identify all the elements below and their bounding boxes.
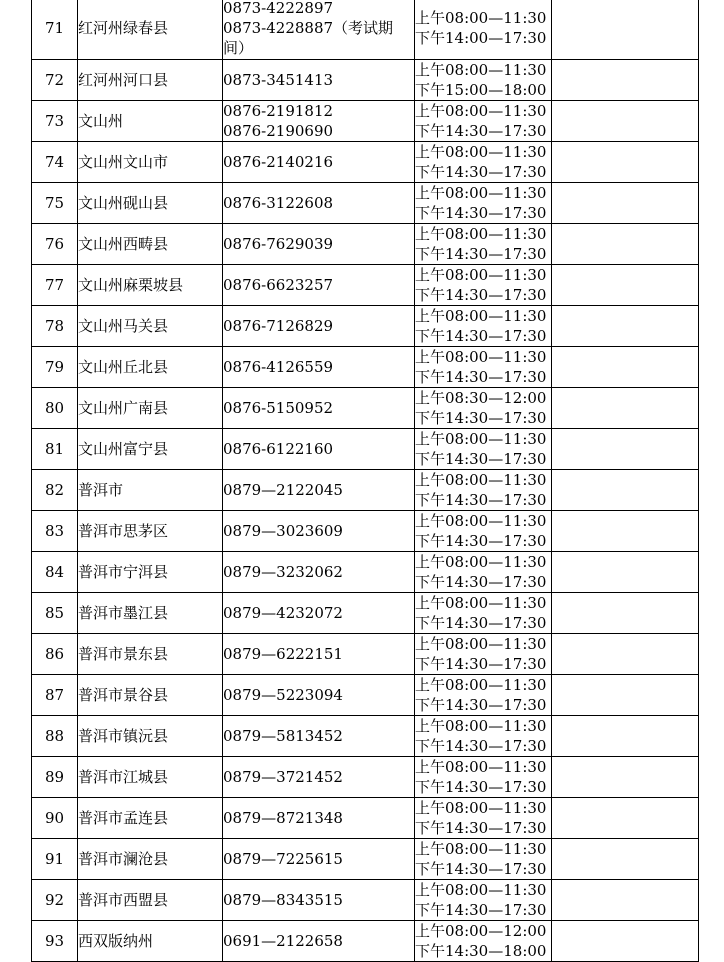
phone-cell (223, 798, 415, 839)
afternoon-hours: 下午14:30—17:30 (415, 737, 547, 755)
note-cell (552, 716, 699, 757)
morning-hours: 上午08:00—11:30 (415, 840, 547, 858)
table-row (32, 552, 699, 593)
contact-table-body (32, 0, 699, 962)
morning-hours: 上午08:30—12:00 (415, 389, 547, 407)
note-cell (552, 60, 699, 101)
hours-cell (415, 306, 552, 347)
phone-number: 0879—3232062 (223, 563, 343, 581)
note-cell (552, 306, 699, 347)
note-cell (552, 0, 699, 60)
phone-number: 0873-3451413 (223, 71, 334, 89)
phone-number: 0873-4222897 (223, 0, 334, 17)
row-number: 82 (32, 470, 78, 511)
hours-cell (415, 921, 552, 962)
table-row (32, 757, 699, 798)
morning-hours: 上午08:00—11:30 (415, 61, 547, 79)
phone-number: 0691—2122658 (223, 932, 343, 950)
morning-hours: 上午08:00—11:30 (415, 225, 547, 243)
afternoon-hours: 下午14:30—17:30 (415, 122, 547, 140)
note-cell (552, 142, 699, 183)
region-name: 文山州砚山县 (78, 183, 223, 224)
table-row (32, 60, 699, 101)
region-name: 普洱市景东县 (78, 634, 223, 675)
note-cell (552, 921, 699, 962)
phone-number: 0879—4232072 (223, 604, 343, 622)
phone-number: 0876-3122608 (223, 194, 334, 212)
afternoon-hours: 下午14:30—17:30 (415, 327, 547, 345)
afternoon-hours: 下午14:30—17:30 (415, 204, 547, 222)
region-name: 普洱市宁洱县 (78, 552, 223, 593)
morning-hours: 上午08:00—11:30 (415, 635, 547, 653)
region-name: 普洱市景谷县 (78, 675, 223, 716)
hours-cell (415, 552, 552, 593)
row-number: 71 (32, 0, 78, 60)
morning-hours: 上午08:00—11:30 (415, 348, 547, 366)
region-name: 西双版纳州 (78, 921, 223, 962)
phone-number: 0879—7225615 (223, 850, 343, 868)
phone-number: 0879—8343515 (223, 891, 343, 909)
phone-number: 0879—5813452 (223, 727, 343, 745)
row-number: 77 (32, 265, 78, 306)
morning-hours: 上午08:00—11:30 (415, 266, 547, 284)
hours-cell (415, 757, 552, 798)
hours-cell (415, 0, 552, 60)
phone-cell (223, 880, 415, 921)
table-row (32, 634, 699, 675)
afternoon-hours: 下午14:30—17:30 (415, 245, 547, 263)
phone-number: 0876-5150952 (223, 399, 334, 417)
phone-cell (223, 593, 415, 634)
row-number: 83 (32, 511, 78, 552)
note-cell (552, 347, 699, 388)
row-number: 81 (32, 429, 78, 470)
afternoon-hours: 下午14:30—17:30 (415, 655, 547, 673)
note-cell (552, 429, 699, 470)
phone-number: 0879—5223094 (223, 686, 343, 704)
table-row (32, 511, 699, 552)
morning-hours: 上午08:00—11:30 (415, 471, 547, 489)
phone-cell (223, 634, 415, 675)
row-number: 90 (32, 798, 78, 839)
hours-cell (415, 101, 552, 142)
note-cell (552, 511, 699, 552)
note-cell (552, 388, 699, 429)
afternoon-hours: 下午14:30—17:30 (415, 901, 547, 919)
note-cell (552, 757, 699, 798)
hours-cell (415, 224, 552, 265)
phone-cell (223, 470, 415, 511)
morning-hours: 上午08:00—11:30 (415, 594, 547, 612)
afternoon-hours: 下午15:00—18:00 (415, 81, 547, 99)
morning-hours: 上午08:00—11:30 (415, 9, 547, 27)
row-number: 72 (32, 60, 78, 101)
afternoon-hours: 下午14:30—17:30 (415, 614, 547, 632)
table-row (32, 798, 699, 839)
note-cell (552, 798, 699, 839)
morning-hours: 上午08:00—11:30 (415, 799, 547, 817)
phone-cell (223, 0, 415, 60)
region-name: 文山州西畴县 (78, 224, 223, 265)
phone-cell (223, 921, 415, 962)
phone-number: 0876-2190690 (223, 122, 334, 140)
phone-number: 0876-6122160 (223, 440, 334, 458)
phone-number: 0873-4228887（考试期间） (223, 19, 394, 57)
afternoon-hours: 下午14:30—17:30 (415, 860, 547, 878)
table-row (32, 183, 699, 224)
morning-hours: 上午08:00—11:30 (415, 676, 547, 694)
region-name: 普洱市墨江县 (78, 593, 223, 634)
morning-hours: 上午08:00—11:30 (415, 758, 547, 776)
table-row (32, 101, 699, 142)
afternoon-hours: 下午14:30—17:30 (415, 819, 547, 837)
phone-number: 0876-7629039 (223, 235, 334, 253)
region-name: 文山州文山市 (78, 142, 223, 183)
region-name: 普洱市镇沅县 (78, 716, 223, 757)
note-cell (552, 183, 699, 224)
table-row (32, 265, 699, 306)
phone-number: 0879—2122045 (223, 481, 343, 499)
region-name: 文山州 (78, 101, 223, 142)
afternoon-hours: 下午14:30—17:30 (415, 368, 547, 386)
morning-hours: 上午08:00—11:30 (415, 143, 547, 161)
note-cell (552, 552, 699, 593)
hours-cell (415, 880, 552, 921)
morning-hours: 上午08:00—11:30 (415, 307, 547, 325)
row-number: 84 (32, 552, 78, 593)
hours-cell (415, 429, 552, 470)
hours-cell (415, 675, 552, 716)
hours-cell (415, 60, 552, 101)
contact-table (31, 0, 699, 962)
region-name: 红河州绿春县 (78, 0, 223, 60)
region-name: 普洱市 (78, 470, 223, 511)
phone-cell (223, 716, 415, 757)
phone-number: 0879—6222151 (223, 645, 343, 663)
table-row (32, 470, 699, 511)
hours-cell (415, 593, 552, 634)
phone-number: 0876-2140216 (223, 153, 334, 171)
phone-cell (223, 429, 415, 470)
morning-hours: 上午08:00—11:30 (415, 717, 547, 735)
afternoon-hours: 下午14:30—17:30 (415, 696, 547, 714)
phone-cell (223, 306, 415, 347)
morning-hours: 上午08:00—11:30 (415, 512, 547, 530)
phone-cell (223, 265, 415, 306)
phone-number: 0876-4126559 (223, 358, 334, 376)
note-cell (552, 634, 699, 675)
phone-cell (223, 183, 415, 224)
phone-number: 0879—3023609 (223, 522, 343, 540)
hours-cell (415, 511, 552, 552)
table-row (32, 0, 699, 60)
region-name: 普洱市西盟县 (78, 880, 223, 921)
region-name: 文山州广南县 (78, 388, 223, 429)
phone-cell (223, 224, 415, 265)
phone-cell (223, 757, 415, 798)
afternoon-hours: 下午14:30—17:30 (415, 491, 547, 509)
table-row (32, 921, 699, 962)
morning-hours: 上午08:00—12:00 (415, 922, 547, 940)
note-cell (552, 470, 699, 511)
row-number: 87 (32, 675, 78, 716)
region-name: 普洱市江城县 (78, 757, 223, 798)
phone-number: 0879—3721452 (223, 768, 343, 786)
note-cell (552, 880, 699, 921)
hours-cell (415, 142, 552, 183)
hours-cell (415, 388, 552, 429)
region-name: 文山州麻栗坡县 (78, 265, 223, 306)
row-number: 79 (32, 347, 78, 388)
afternoon-hours: 下午14:00—17:30 (415, 29, 547, 47)
row-number: 89 (32, 757, 78, 798)
note-cell (552, 224, 699, 265)
table-row (32, 347, 699, 388)
phone-number: 0879—8721348 (223, 809, 343, 827)
phone-cell (223, 60, 415, 101)
afternoon-hours: 下午14:30—17:30 (415, 286, 547, 304)
table-row (32, 716, 699, 757)
afternoon-hours: 下午14:30—17:30 (415, 163, 547, 181)
region-name: 红河州河口县 (78, 60, 223, 101)
region-name: 普洱市思茅区 (78, 511, 223, 552)
table-row (32, 675, 699, 716)
note-cell (552, 675, 699, 716)
morning-hours: 上午08:00—11:30 (415, 102, 547, 120)
hours-cell (415, 634, 552, 675)
phone-cell (223, 552, 415, 593)
afternoon-hours: 下午14:30—17:30 (415, 778, 547, 796)
row-number: 76 (32, 224, 78, 265)
phone-cell (223, 142, 415, 183)
afternoon-hours: 下午14:30—17:30 (415, 573, 547, 591)
note-cell (552, 593, 699, 634)
afternoon-hours: 下午14:30—17:30 (415, 409, 547, 427)
region-name: 文山州富宁县 (78, 429, 223, 470)
region-name: 普洱市孟连县 (78, 798, 223, 839)
row-number: 88 (32, 716, 78, 757)
hours-cell (415, 716, 552, 757)
note-cell (552, 265, 699, 306)
morning-hours: 上午08:00—11:30 (415, 553, 547, 571)
hours-cell (415, 470, 552, 511)
afternoon-hours: 下午14:30—18:00 (415, 942, 547, 960)
row-number: 85 (32, 593, 78, 634)
row-number: 93 (32, 921, 78, 962)
table-row (32, 142, 699, 183)
morning-hours: 上午08:00—11:30 (415, 430, 547, 448)
phone-cell (223, 347, 415, 388)
phone-cell (223, 101, 415, 142)
afternoon-hours: 下午14:30—17:30 (415, 532, 547, 550)
row-number: 86 (32, 634, 78, 675)
table-row (32, 880, 699, 921)
hours-cell (415, 839, 552, 880)
phone-cell (223, 675, 415, 716)
region-name: 普洱市澜沧县 (78, 839, 223, 880)
hours-cell (415, 265, 552, 306)
morning-hours: 上午08:00—11:30 (415, 881, 547, 899)
hours-cell (415, 347, 552, 388)
row-number: 78 (32, 306, 78, 347)
note-cell (552, 839, 699, 880)
row-number: 91 (32, 839, 78, 880)
row-number: 92 (32, 880, 78, 921)
phone-cell (223, 839, 415, 880)
phone-number: 0876-6623257 (223, 276, 334, 294)
row-number: 74 (32, 142, 78, 183)
hours-cell (415, 183, 552, 224)
table-row (32, 593, 699, 634)
note-cell (552, 101, 699, 142)
table-row (32, 306, 699, 347)
table-row (32, 224, 699, 265)
phone-number: 0876-7126829 (223, 317, 334, 335)
morning-hours: 上午08:00—11:30 (415, 184, 547, 202)
hours-cell (415, 798, 552, 839)
region-name: 文山州丘北县 (78, 347, 223, 388)
phone-cell (223, 511, 415, 552)
row-number: 80 (32, 388, 78, 429)
table-row (32, 429, 699, 470)
phone-number: 0876-2191812 (223, 102, 334, 120)
afternoon-hours: 下午14:30—17:30 (415, 450, 547, 468)
table-row (32, 839, 699, 880)
row-number: 73 (32, 101, 78, 142)
region-name: 文山州马关县 (78, 306, 223, 347)
table-row (32, 388, 699, 429)
phone-cell (223, 388, 415, 429)
row-number: 75 (32, 183, 78, 224)
